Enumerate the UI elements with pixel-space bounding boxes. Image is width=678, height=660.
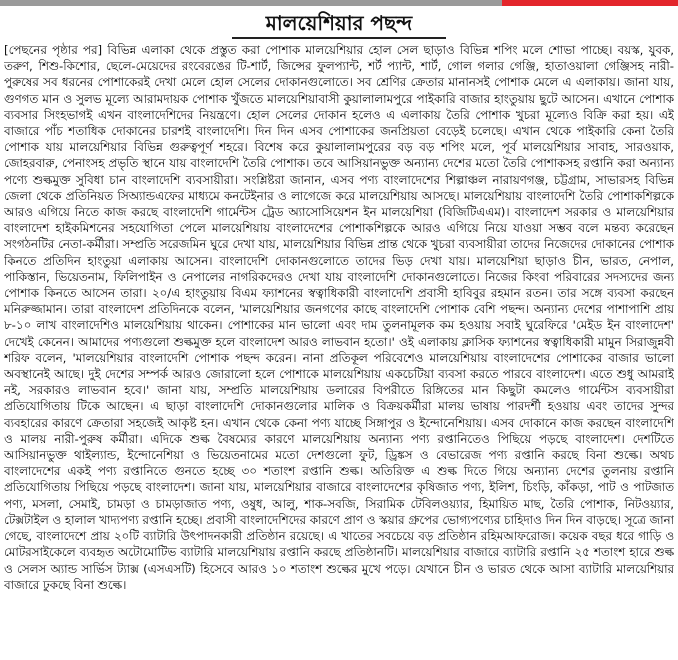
article-body-text: বিভিন্ন এলাকা থেকে প্রস্তুত করা পোশাক মালয়েশিয়ার হোল সেল ছাড়াও বিভিন্ন শপিং মলে শোভা পাচ্ছে। বয়স্ক, যুবক, তরুণ, শিশু-কিশোর, ছেলে-মেয়েদের রংবেরঙের টি-শার্ট, জিন্সের ফুলপ্যান্ট, শর্ট প্যান্ট, শার্ট, গোল গলার গেঞ্জি, হাতাওয়ালা গেঞ্জিসহ নারী-পুরুষের সব ধরনের পোশাকেরই দেখা মেলে হোল সেলের দোকানগুলোতে। সব শ্রেণির ক্রেতার মানানসই পোশাক মেলে এ এলাকায়। জানা যায়, গুণগত মান ও সুলভ মূল্যে আরামদায়ক পোশাক খুঁজতে মালয়েশিয়াবাসী কুয়ালালামপুরে পাইকারি বাজার হাংতুয়ায় ছুটে আসেন। এখানে পোশাক ব্যবসার সিংহভাগই এখন বাংলাদেশিদের নিয়ন্ত্রণে। হোল সেলের দোকান হলেও এ এলাকায় তৈরি পোশাক খুচরা মূল্যেও বিক্রি করা হয়। এই বাজারে পাঁচ শতাধিক দোকানের চারশই বাংলাদেশি। দিন দিন এসব পোশাকের জনপ্রিয়তা বেড়েই চলেছে। এখান থেকে পাইকারি কেনা তৈরি পোশাক যায় মালয়েশিয়ার বিভিন্ন গুরুত্বপূর্ণ শহরে। বিশেষ করে কুয়ালালামপুরের বড় বড় শপিং মলে, পূর্ব মালয়েশিয়ার সাবাহ, সারওয়াক, জোহরবারু, পেনাংসহ প্রভৃতি স্থানে যায় বাংলাদেশি তৈরি পোশাক। তবে আসিয়ানভুক্ত অন্যান্য দেশের মতো তৈরি পোশাকসহ রপ্তানি করা অন্যান্য পণ্যে শুল্কমুক্ত সুবিধা চান বাংলাদেশি ব্যবসায়ীরা। সংশ্লিষ্টরা জানান, এসব পণ্য বাংলাদেশের শিল্পাঞ্চল নারায়ণগঞ্জ, চট্টগ্রাম, সাভারসহ বিভিন্ন জেলা থেকে প্রতিনিয়ত সিঅ্যান্ডএফের মাধ্যমে কনটেইনার ও লাগেজে করে মালয়েশিয়ায় আসছে। মালয়েশিয়ায় বাংলাদেশি তৈরি পোশাকশিল্পকে আরও এগিয়ে নিতে কাজ করছে বাংলাদেশি গার্মেন্টস ট্রেড অ্যাসোসিয়েশন ইন মালয়েশিয়া (বিজিটিএএম)। বাংলাদেশ সরকার ও মালয়েশিয়ার বাংলাদেশ হাইকমিশনের সহযোগিতা পেলে মালয়েশিয়ায় বাংলাদেশের পোশাকশিল্পকে আরও এগিয়ে নিয়ে যাওয়া সম্ভব বলে মন্তব্য করেছেন সংগঠনটির নেতা-কর্মীরা। সম্প্রতি সরেজমিন ঘুরে দেখা যায়, মালয়েশিয়ার বিভিন্ন প্রান্ত থেকে খুচরা ব্যবসায়ীরা তাদের নিজেদের দোকানের পোশাক কিনতে প্রতিদিন হাংতুয়া এলাকায় আসেন। বাংলাদেশি দোকানগুলোতে তাদের ভিড় দেখা যায়। মালয়েশিয়া ছাড়াও চীন, ভারত, নেপাল, পাকিস্তান, ভিয়েতনাম, ফিলিপাইন ও নেপালের নাগরিকদেরও দেখা যায় বাংলাদেশি দোকানগুলোতে। নিজের কিংবা পরিবারের সদস্যদের জন্য পোশাক কিনতে আসেন তারা। ২০/এ হাংতুয়ায় বিএম ফ্যাশনের স্বত্বাধিকারী বাংলাদেশি প্রবাসী হাবিবুর রহমান রতন। তার সঙ্গে ব্যবসা করছেন মনিরুজ্জামান। তারা বাংলাদেশ প্রতিদিনকে বলেন, 'মালয়েশিয়ার জনগণের কাছে বাংলাদেশি পোশাক বেশি পছন্দ। অন্যান্য দেশের পাশাপাশি প্রায় ৮-১০ লাখ বাংলাদেশিও মালয়েশিয়ায় থাকেন। পোশাকের মান ভালো এবং দাম তুলনামূলক কম হওয়ায় সবাই ঘুরেফিরে 'মেইড ইন বাংলাদেশ' দেখেই কেনেন। আমাদের পণ্যগুলো শুল্কমুক্ত হলে বাংলাদেশ আরও লাভবান হতো।' ওই এলাকায় ক্লাসিক ফ্যাশনের স্বত্বাধিকারী মামুন সিরাজুন্নবী শরিফ বলেন, 'মালয়েশিয়ার বাংলাদেশি পোশাক পছন্দ করেন। নানা প্রতিকূল পরিবেশেও মালয়েশিয়ায় বাংলাদেশের পোশাকের বাজার ভালো অবস্থানেই আছে। দুই দেশের সম্পর্ক আরও জোরালো হলে পোশাকে মালয়েশিয়ায় একচেটিয়া ব্যবসা করতে পারবে বাংলাদেশ। এতে শুধু আমরাই নই, সরকারও লাভবান হবে।' জানা যায়, সম্প্রতি মালয়েশিয়ায় ডলারের বিপরীতে রিঙ্গিতের মান কিছুটা কমলেও গার্মেন্টস ব্যবসায়ীরা প্রতিযোগিতায় টিকে আছেন। এ ছাড়া বাংলাদেশি দোকানগুলোর মালিক ও বিক্রয়কর্মীরা মালয় ভাষায় পারদর্শী হওয়ায় এবং তাদের সুন্দর ব্যবহারের কারণে ক্রেতারা সহজেই আকৃষ্ট হন। এখান থেকে কেনা পণ্য যাচ্ছে সিঙ্গাপুর ও ইন্দোনেশিয়ায়। এসব দোকানে কাজ করছেন বাংলাদেশি ও মালয় নারী-পুরুষ কর্মীরা। এদিকে শুল্ক বৈষম্যের কারণে মালয়েশিয়ায় অন্যান্য পণ্য রপ্তানিতেও পিছিয়ে পড়ছে বাংলাদেশ। দেশটিতে আসিয়ানভুক্ত থাইল্যান্ড, ইন্দোনেশিয়া ও ভিয়েতনামের মতো দেশগুলো ফুট, ড্রিঙ্কস ও বেভারেজ পণ্য রপ্তানি করছে বিনা শুল্কে। অথচ বাংলাদেশের একই পণ্য রপ্তানিতে গুনতে হচ্ছে ৩০ শতাংশ রপ্তানি শুল্ক। অতিরিক্ত এ শুল্ক দিতে গিয়ে অন্যান্য দেশের তুলনায় রপ্তানি প্রতিযোগিতায় পিছিয়ে পড়ছে বাংলাদেশ। জানা যায়, মালয়েশিয়ার বাজারে বাংলাদেশের কৃষিজাত পণ্য, ইলিশ, চিংড়ি, কাঁকড়া, পাট ও পাটজাত পণ্য, মসলা, সেমাই, চামড়া ও চামড়াজাত পণ্য, ওষুধ, আলু, শাক-সবজি, সিরামিক টেবিলওয়্যার, হিমায়িত মাছ, তৈরি পোশাক, নিটওয়্যার, টেক্সটাইল ও হালাল খাদ্যপণ্য রপ্তানি হচ্ছে। প্রবাসী বাংলাদেশিদের কারণে প্রাণ ও স্কয়ার গ্রুপের ভোগ্যপণ্যের চাহিদাও দিন দিন বাড়ছে। সূত্রে জানা গেছে, বাংলাদেশে প্রায় ২০টি ব্যাটারি উৎপাদনকারী প্রতিষ্ঠান রয়েছে। এ খাতের সবচেয়ে বড় প্রতিষ্ঠান রহিমআফরোজ। কয়েক বছর ধরে গাড়ি ও মোটরসাইকেলে ব্যবহৃত অটোমোটিভ ব্যাটারি মালয়েশিয়ায় রপ্তানি করছে প্রতিষ্ঠানটি। মালয়েশিয়ার বাজারে ব্যাটারি রপ্তানি ২৫ শতাংশ হারে শুল্ক ও সেলস অ্যান্ড সার্ভিস ট্যাক্স (এসএসটি) হিসেবে আরও ১০ শতাংশ শুল্কের মুখে পড়ে। যেখানে চীন ও ভারত থেকে আসা ব্যাটারি মালয়েশিয়ার বাজারে ঢুকছে বিনা শুল্কে। <box>4 43 674 592</box>
top-rule-red-segment <box>502 0 678 6</box>
top-color-rule <box>0 0 678 6</box>
article-headline: মালয়েশিয়ার পছন্দ <box>265 11 413 35</box>
headline-underline <box>232 37 446 39</box>
article-body <box>4 42 674 656</box>
top-rule-grey-segment <box>0 0 502 6</box>
continuation-label: [পেছনের পৃষ্ঠার পর] <box>4 43 103 57</box>
